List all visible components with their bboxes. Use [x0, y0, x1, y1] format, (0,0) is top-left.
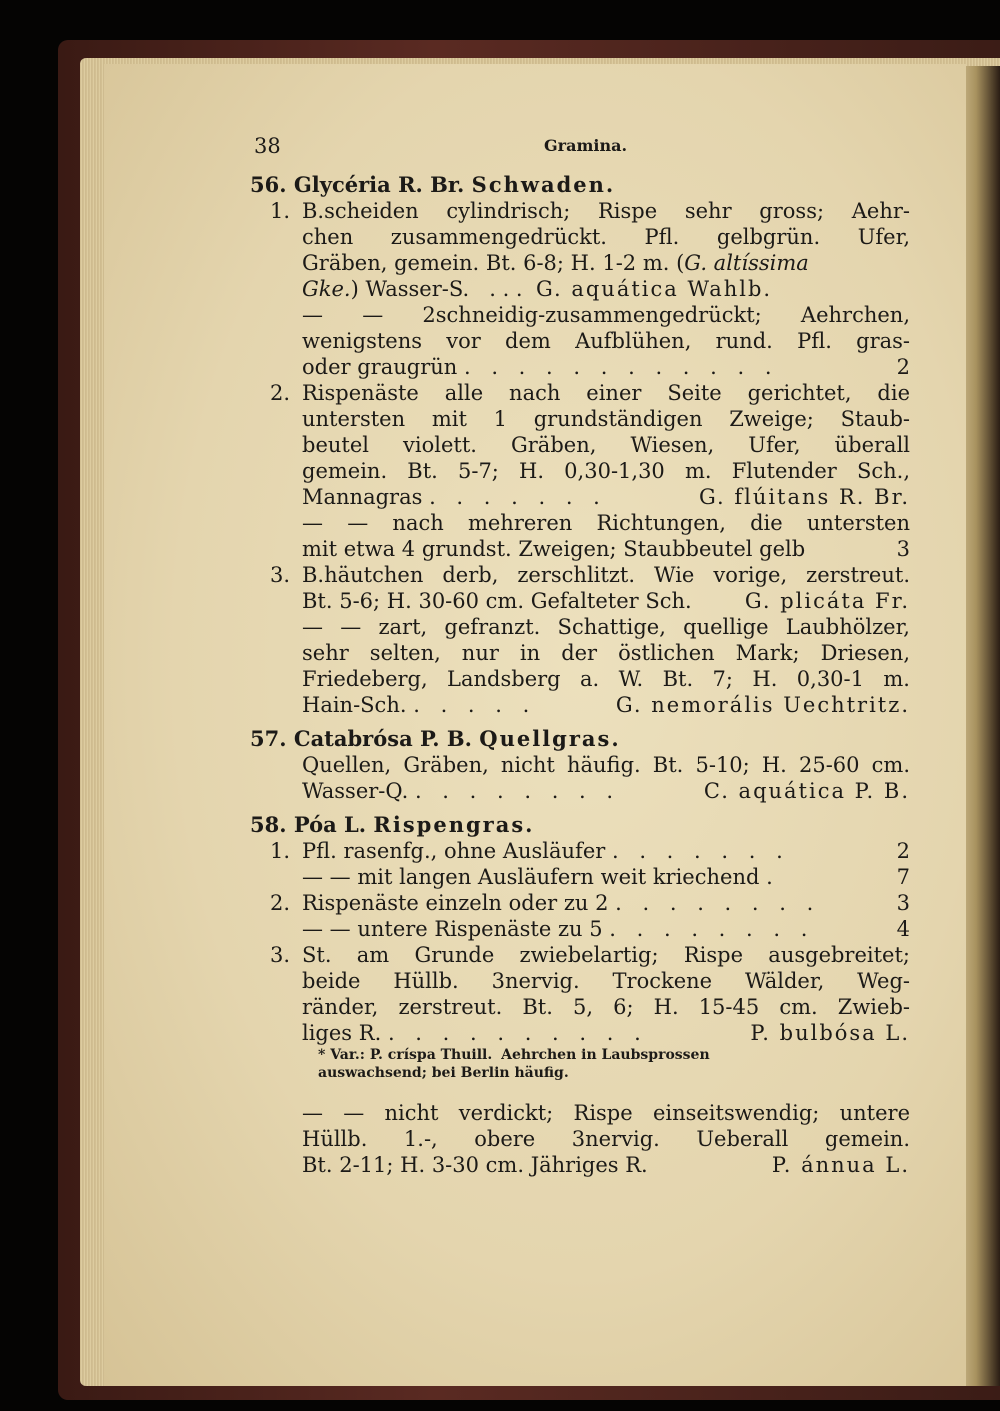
key-line: 3. B.häutchen derb, zerschlitzt. Wie vorige, zerstreut. [269, 563, 910, 587]
species-name: P. ánnua L. [771, 1153, 910, 1177]
key-line: beide Hüllb. 3nervig. Trockene Wälder, Weg- [302, 969, 910, 993]
book-page [104, 64, 966, 1386]
key-line: — — 2schneidig-zusammengedrückt; Aehrchen, [302, 303, 910, 327]
key-line: Friedeberg, Landsberg a. W. Bt. 7; H. 0,30-1 m. [302, 667, 910, 691]
genus-name: Glycéria R. Br. [293, 172, 465, 197]
key-line: chen zusammengedrückt. Pfl. gelbgrün. Ufer, [302, 225, 910, 249]
page-number: 38 [254, 134, 281, 158]
species-name: C. aquática P. B. [703, 779, 910, 803]
genus-heading-56: 56. Glycéria R. Br. Schwaden. [250, 172, 616, 197]
key-line: Mannagras . . . . . . . G. flúitans R. Br. [302, 485, 910, 509]
genus-heading-58: 58. Póa L. Rispengras. [250, 812, 535, 837]
species-name: P. bulbósa L. [750, 1021, 910, 1045]
page-content [250, 172, 910, 1178]
running-title: Gramina. [544, 136, 628, 155]
key-line: wenigstens vor dem Aufblühen, rund. Pfl. gras- [302, 329, 910, 353]
key-line: — — untere Rispenäste zu 5 . . . . . . . . 4 [302, 917, 910, 941]
key-line: — — nicht verdickt; Rispe einseitswendig; untere [302, 1101, 910, 1125]
key-line: 1. B.scheiden cylindrisch; Rispe sehr gross; Aehr- [269, 199, 910, 223]
key-line: 2. Rispenäste einzeln oder zu 2 . . . . . . . . 3 [269, 891, 910, 915]
key-line: Gke.) Wasser-S. . . . G. aquática Wahlb. [302, 277, 773, 301]
key-line: Gräben, gemein. Bt. 6-8; H. 1-2 m. (G. altíssima [302, 251, 809, 275]
key-line: — — zart, gefranzt. Schattige, quellige Laubhölzer, [302, 615, 910, 639]
key-line: — — nach mehreren Richtungen, die untersten [302, 511, 910, 535]
key-line: Bt. 2-11; H. 3-30 cm. Jähriges R. P. ánnua L. [302, 1153, 910, 1177]
key-line: mit etwa 4 grundst. Zweigen; Staubbeutel gelb 3 [302, 537, 910, 561]
genus-name: Catabrósa P. B. [293, 726, 472, 751]
key-line: Hain-Sch. . . . . . G. nemorális Uechtritz. [302, 693, 910, 717]
common-name: Rispengras. [373, 812, 535, 837]
common-name: Quellgras. [479, 726, 621, 751]
key-line: Wasser-Q. . . . . . . . . C. aquática P. B. [302, 779, 910, 803]
footnote: auswachsend; bei Berlin häufig. [318, 1065, 569, 1081]
species-name: G. flúitans R. Br. [698, 485, 910, 509]
key-line: ränder, zerstreut. Bt. 5, 6; H. 15-45 cm. Zwieb- [302, 995, 910, 1019]
key-line: sehr selten, nur in der östlichen Mark; Driesen, [302, 641, 910, 665]
key-line: 2. Rispenäste alle nach einer Seite gerichtet, die [269, 381, 910, 405]
genus-heading-57: 57. Catabrósa P. B. Quellgras. [250, 726, 621, 751]
common-name: Schwaden. [471, 172, 616, 197]
key-line: 3. St. am Grunde zwiebelartig; Rispe ausgebreitet; [269, 943, 910, 967]
key-line: — — mit langen Ausläufern weit kriechend . 7 [302, 865, 910, 889]
key-line: Quellen, Gräben, nicht häufig. Bt. 5-10; H. 25-60 cm. [302, 753, 910, 777]
key-line: beutel violett. Gräben, Wiesen, Ufer, überall [302, 433, 910, 457]
key-line: gemein. Bt. 5-7; H. 0,30-1,30 m. Flutender Sch., [302, 459, 910, 483]
key-line: oder graugrün . . . . . . . . . . . . 2 [302, 355, 910, 379]
book-gutter [960, 66, 1000, 1386]
genus-name: Póa L. [293, 812, 367, 837]
key-line: untersten mit 1 grundständigen Zweige; Staub- [302, 407, 910, 431]
species-name: G. nemorális Uechtritz. [615, 693, 910, 717]
species-name: G. plicáta Fr. [744, 589, 910, 613]
key-line: liges R. . . . . . . . . . . P. bulbósa L. [302, 1021, 910, 1045]
species-name: G. aquática Wahlb. [535, 277, 773, 301]
page-header [254, 134, 854, 164]
key-line: Bt. 5-6; H. 30-60 cm. Gefalteter Sch. G. plicáta Fr. [302, 589, 910, 613]
key-line: 1. Pfl. rasenfg., ohne Ausläufer . . . . . . . 2 [269, 839, 910, 863]
footnote: * Var.: P. críspa Thuill. Aehrchen in Laubsprossen [318, 1047, 710, 1063]
key-line: Hüllb. 1.-, obere 3nervig. Ueberall gemein. [302, 1127, 910, 1151]
